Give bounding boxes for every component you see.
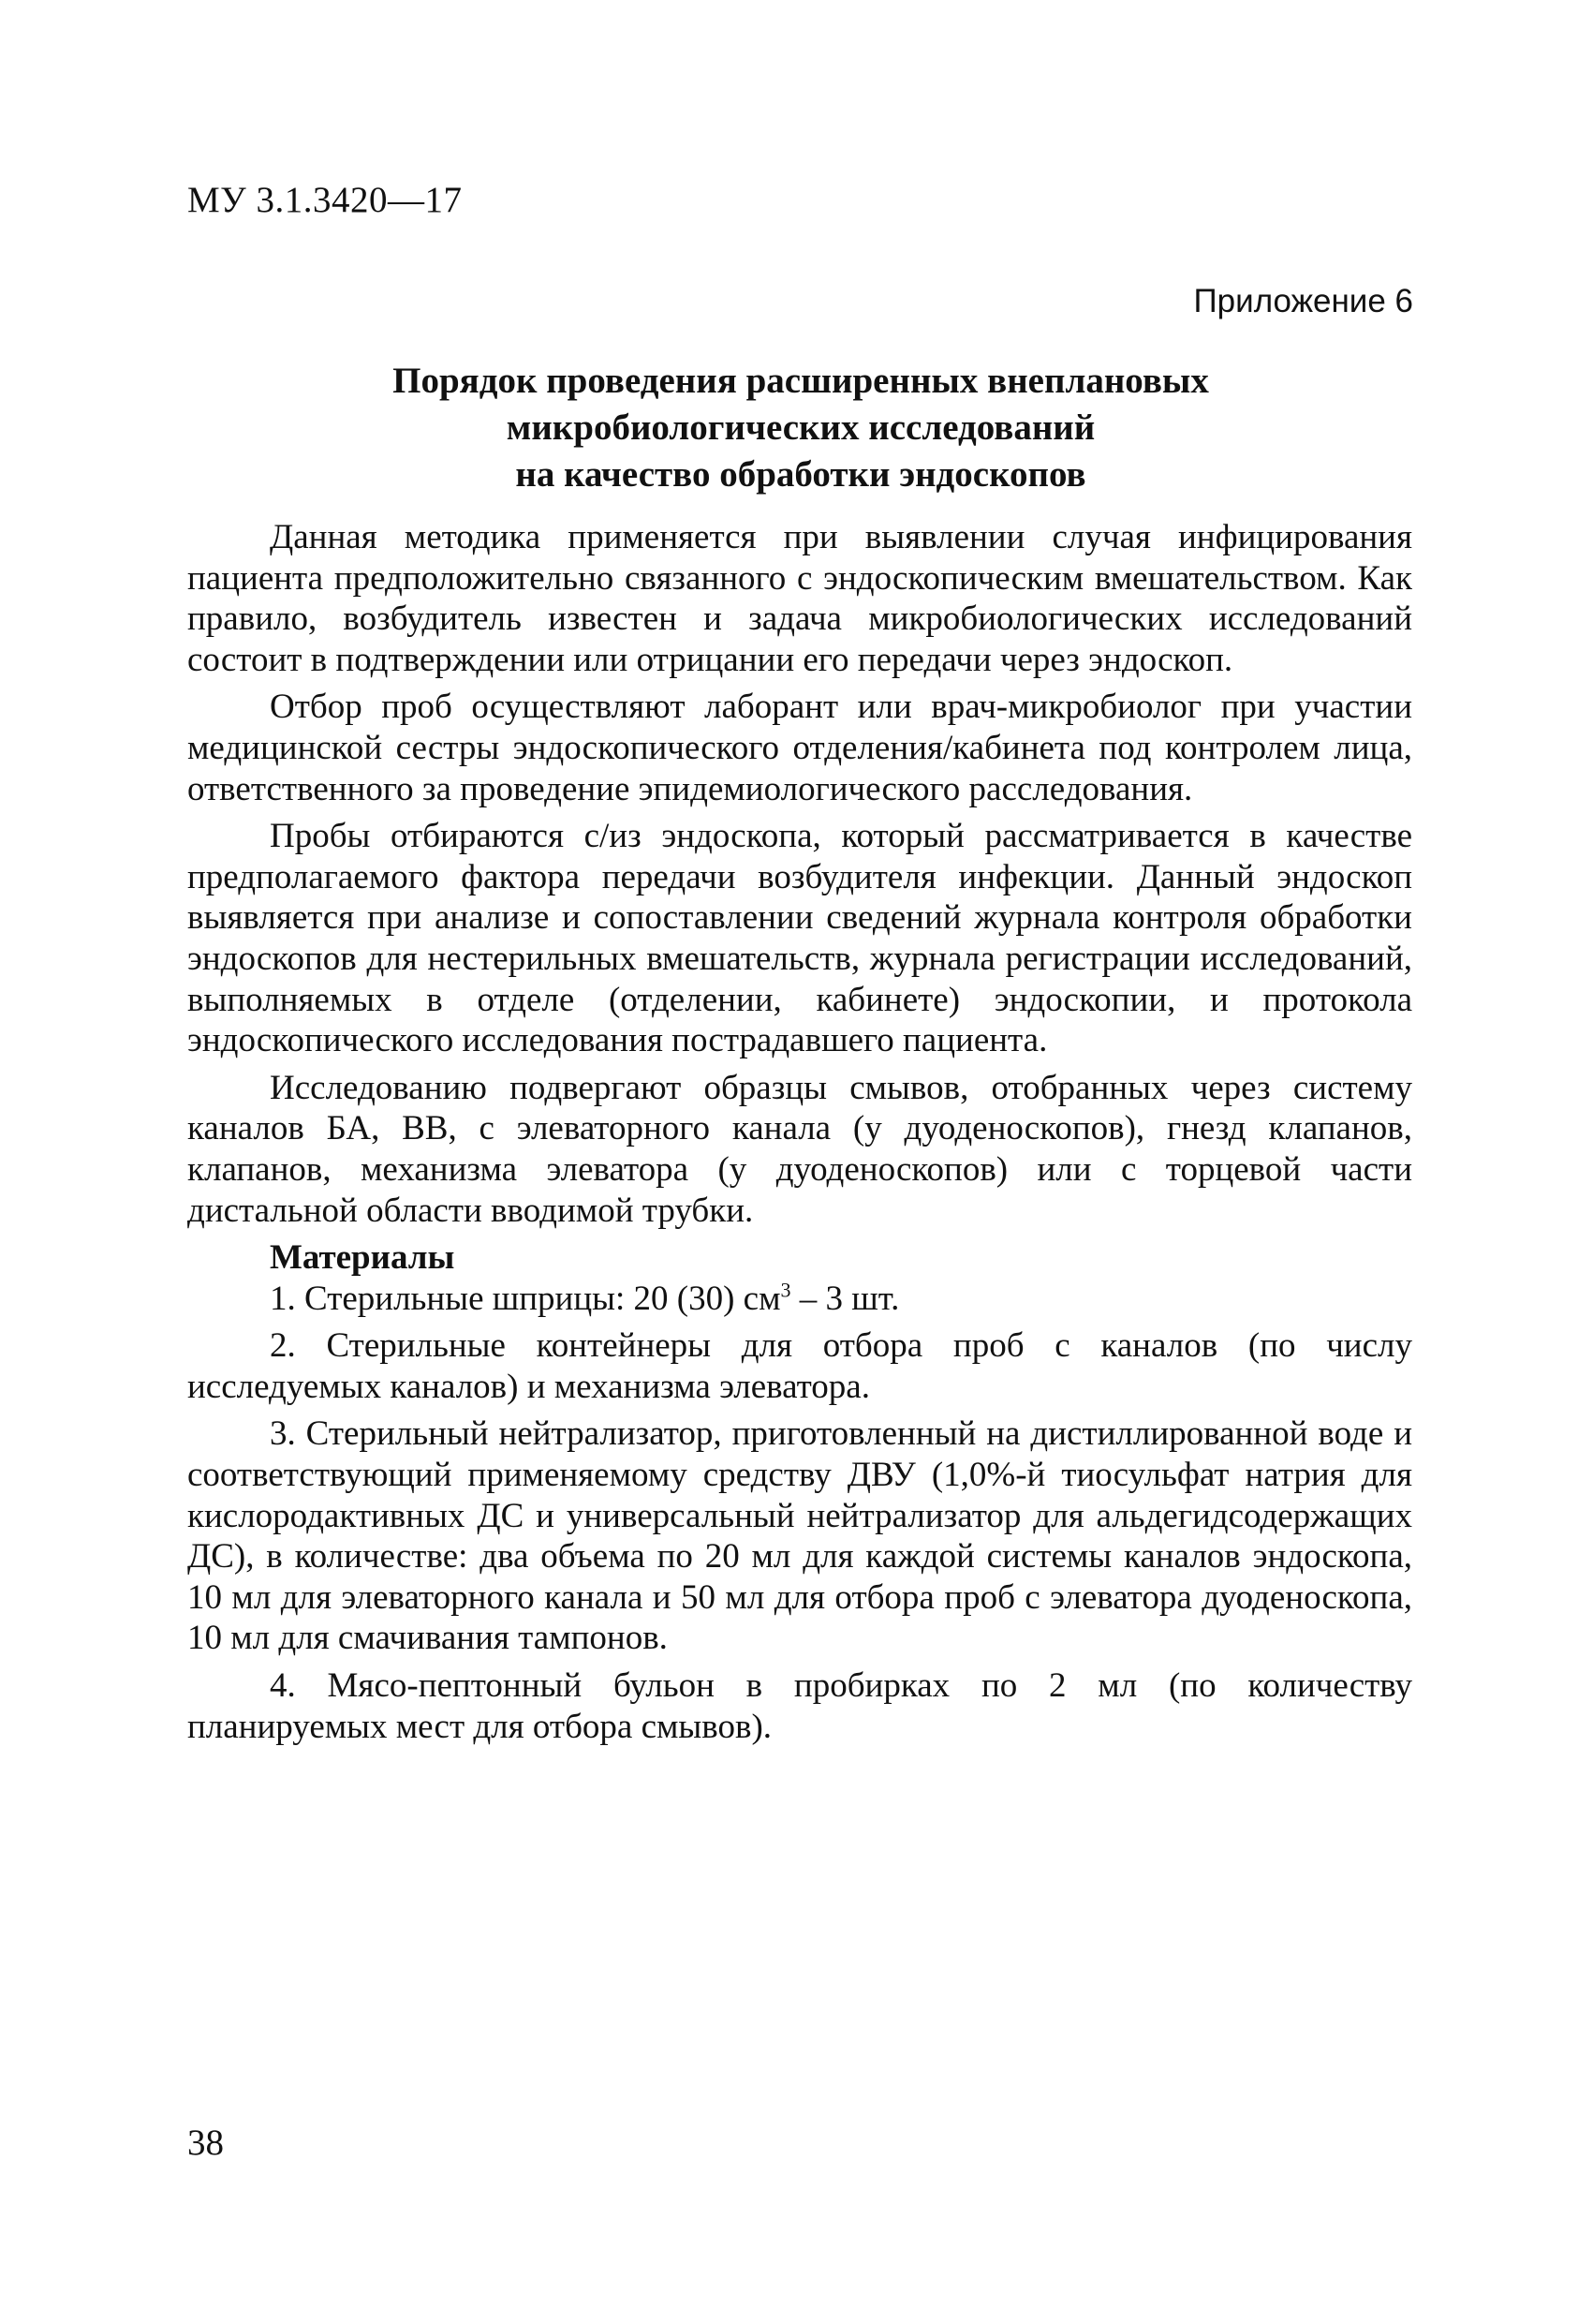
materials-item: 3. Стерильный нейтрализатор, приготовленный на дистиллированной воде и соответствующий применяемому средству ДВУ (1,0%-й тиосульфат натрия для кислородактивных ДС и универсальный нейтрализатор для альдегидсодержащих ДС), в количестве: два объема по 20 мл для каждой системы каналов эндоскопа, 10 мл для элеваторного канала и 50 мл для отбора проб с элеватора дуоденоскопа, 10 мл для смачивания тампонов. (187, 1414, 1412, 1658)
superscript: 3 (780, 1278, 791, 1302)
paragraph: Исследованию подвергают образцы смывов, отобранных через систему каналов БА, ВВ, с элеваторного канала (у дуоденоскопов), гнезд клапанов, клапанов, механизма элеватора (у дуоденоскопов) или с торцевой части дистальной области вводимой трубки. (187, 1068, 1412, 1230)
materials-item: 2. Стерильные контейнеры для отбора проб с каналов (по числу исследуемых каналов) и механизма элеватора. (187, 1326, 1412, 1406)
page-number: 38 (187, 2123, 224, 2163)
paragraph: Пробы отбираются с/из эндоскопа, который рассматривается в качестве предполагаемого фактора передачи возбудителя инфекции. Данный эндоскоп выявляется при анализе и сопоставлении сведений журнала контроля обработки эндоскопов для нестерильных вмешательств, журнала регистрации исследований, выполняемых в отделе (отделении, кабинете) эндоскопии, и протокола эндоскопического исследования пострадавшего пациента. (187, 817, 1412, 1060)
document-body (187, 517, 1412, 1754)
materials-item: 4. Мясо-пептонный бульон в пробирках по 2 мл (по количеству планируемых мест для отбора смывов). (187, 1666, 1412, 1746)
materials-heading: Материалы (270, 1238, 455, 1278)
paragraph: Отбор проб осуществляют лаборант или врач-микробиолог при участии медицинской сестры эндоскопического отделения/кабинета под контролем лица, ответственного за проведение эпидемиологического расследования. (187, 688, 1412, 808)
title-line: на качество обработки эндоскопов (515, 454, 1086, 495)
materials-item-text: – 3 шт. (790, 1279, 900, 1318)
title-line: микробиологических исследований (506, 407, 1096, 448)
appendix-label: Приложение 6 (1193, 283, 1413, 319)
section-title (187, 358, 1414, 498)
materials-item (187, 1279, 1412, 1320)
paragraph: Данная методика применяется при выявлении случая инфицирования пациента предположительно связанного с эндоскопическим вмешательством. Как правило, возбудитель известен и задача микробиологических исследований состоит в подтверждении или отрицании его передачи через эндоскоп. (187, 518, 1412, 679)
materials-item-text: 1. Стерильные шприцы: 20 (30) см (270, 1279, 781, 1318)
title-line: Порядок проведения расширенных внеплановых (392, 361, 1209, 401)
document-code: МУ 3.1.3420—17 (187, 180, 463, 220)
